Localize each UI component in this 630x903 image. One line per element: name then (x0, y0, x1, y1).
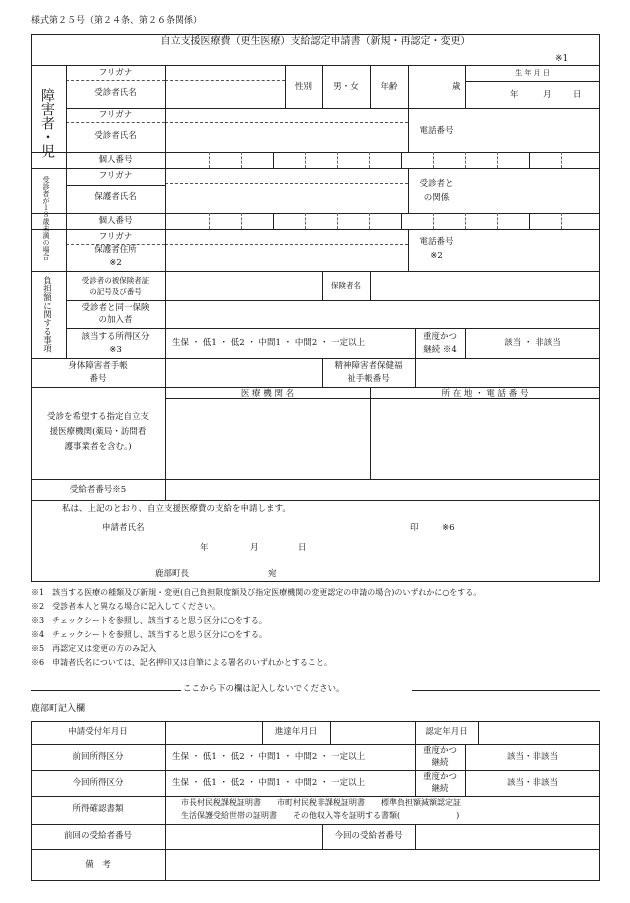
facility-name-header: 医 療 機 関 名 (240, 389, 295, 399)
relation-field[interactable] (466, 169, 599, 212)
guardian-name-label: 保護者氏名 (94, 192, 137, 202)
furigana-label: フリガナ (98, 68, 133, 78)
facility-label-2: 援医療機関(薬局・訪問看 (49, 427, 147, 437)
phone-field[interactable] (466, 109, 599, 151)
dob-year: 年 (510, 90, 519, 100)
recipient-number-field[interactable] (166, 480, 599, 499)
applicant-label: 申請者氏名 (102, 523, 145, 533)
divider-text: ここから下の欄は記入しないでください。 (183, 684, 345, 694)
guardian-furigana-label-2: フリガナ (98, 232, 133, 242)
guardian-section-label: 受診者が１８歳未満の場合 (42, 176, 50, 260)
mental-handbook-label: 精神障害者保健福 (334, 361, 403, 371)
approved-date-label: 認定年月日 (425, 727, 468, 737)
note-3: ※3 チェックシートを参照し、該当すると思う区分に○をする。 (31, 616, 267, 625)
severe-label: 重度かつ (422, 332, 457, 342)
mental-handbook-field[interactable] (416, 359, 599, 386)
insured-label: 受診者の被保険者証 (81, 276, 150, 285)
docs-line-1[interactable]: 市長村民税課税証明書 市町村民税非課税証明書 標準負担額減額認定証 (181, 798, 461, 807)
severe-label-2: 継続 ※4 (423, 345, 457, 355)
divider-left (31, 690, 181, 691)
age-unit: 歳 (452, 82, 461, 92)
dob-month: 月 (543, 90, 552, 100)
patient-name-label: 受診者氏名 (94, 88, 137, 98)
cur-income-label: 今回所得区分 (72, 778, 124, 788)
same-insurance-field[interactable] (166, 301, 599, 327)
seal-note: ※6 (442, 523, 455, 533)
dob-label: 生 年 月 日 (515, 69, 550, 77)
note-marker: ※1 (555, 54, 569, 64)
patient-name-field-2[interactable] (166, 124, 407, 151)
prev-income-label: 前回所得区分 (72, 752, 124, 762)
prev-income-options[interactable]: 生保 ・ 低1 ・ 低2 ・ 中間1 ・ 中間2 ・ 一定以上 (172, 752, 366, 762)
guardian-phone-note: ※2 (430, 251, 443, 261)
application-statement: 私は、上記のとおり、自立支援医療費の支給を申請します。 (62, 504, 291, 514)
patient-name-label-2: 受診者氏名 (94, 131, 137, 141)
patient-name-field[interactable] (166, 82, 284, 107)
guardian-furigana-label: フリガナ (98, 171, 133, 181)
guardian-phone-field[interactable] (466, 230, 599, 270)
date-year: 年 (200, 543, 209, 553)
insured-number-field[interactable] (166, 272, 321, 299)
sex-label: 性別 (294, 82, 312, 92)
facility-name-field[interactable] (166, 399, 369, 478)
relation-label-2: の関係 (423, 193, 450, 203)
prev-severe-label: 重度かつ (422, 746, 457, 756)
divider-right (412, 690, 600, 691)
docs-label: 所得確認書類 (72, 804, 124, 814)
same-insurance-label-2: の加入者 (98, 315, 133, 325)
physical-handbook-field[interactable] (166, 359, 321, 386)
sent-date-label: 進達年月日 (274, 727, 318, 737)
prev-severe-options[interactable]: 該当・非該当 (506, 752, 558, 762)
office-section-title: 鹿部町記入欄 (31, 704, 86, 714)
guardian-address-label: 保護者住所 (94, 245, 137, 255)
physical-handbook-label-2: 番号 (89, 374, 107, 384)
cur-severe-label: 重度かつ (422, 772, 457, 782)
facility-address-header: 所 在 地 ・ 電 話 番 号 (441, 389, 529, 399)
mental-handbook-label-2: 祉手帳番号 (347, 374, 390, 384)
to-label: 宛 (268, 569, 277, 579)
cur-income-options[interactable]: 生保 ・ 低1 ・ 低2 ・ 中間1 ・ 中間2 ・ 一定以上 (172, 778, 366, 788)
recipient-number-label: 受給者番号※5 (69, 485, 127, 495)
guardian-name-field[interactable] (166, 185, 407, 212)
note-2: ※2 受診者本人と異なる場合に記入してください。 (31, 602, 221, 611)
insured-label-2: の記号及び番号 (89, 287, 142, 296)
guardian-address-field[interactable] (166, 246, 407, 270)
note-4: ※4 チェックシートを参照し、該当すると思う区分に○をする。 (31, 630, 267, 639)
phone-label: 電話番号 (419, 126, 454, 136)
facility-label-3: 護事業者を含む。) (64, 442, 132, 452)
applicant-name-field[interactable] (160, 520, 400, 536)
cur-severe-options[interactable]: 該当・非該当 (506, 778, 558, 788)
dob-day: 日 (573, 90, 582, 100)
same-insurance-label: 受診者と同一保険 (81, 303, 150, 313)
form-title: 自立支援医療費（更生医療）支給認定申請書（新規・再認定・変更） (160, 36, 471, 47)
prev-severe-label-2: 継続 (431, 758, 449, 768)
facility-label: 受診を希望する指定自立支 (46, 412, 149, 422)
income-class-label: 該当する所得区分 (81, 332, 150, 342)
cur-severe-label-2: 継続 (431, 784, 449, 794)
income-class-note: ※3 (109, 345, 122, 355)
note-5: ※5 再認定又は変更の方のみ記入 (31, 644, 157, 653)
note-6: ※6 申請者氏名については、記名押印又は自筆による署名のいずれかとすること。 (31, 658, 332, 667)
guardian-phone-label: 電話番号 (419, 237, 454, 247)
insurer-field[interactable] (371, 272, 599, 299)
severe-options[interactable]: 該当 ・ 非該当 (504, 338, 561, 348)
prev-recipient-no-label: 前回の受給者番号 (63, 831, 132, 841)
guardian-individual-number-label: 個人番号 (98, 216, 133, 226)
date-month: 月 (250, 543, 259, 553)
docs-line-2[interactable]: 生活保護受給世帯の証明書 その他収入等を証明する書類( ) (181, 811, 460, 820)
patient-section-label: 障害者・児 (39, 88, 55, 158)
guardian-address-note: ※2 (109, 258, 122, 268)
facility-address-field[interactable] (371, 399, 599, 478)
furigana-label-2: フリガナ (98, 110, 133, 120)
remarks-label: 備 考 (85, 860, 111, 870)
income-class-options[interactable]: 生保 ・ 低1 ・ 低2 ・ 中間1 ・ 中間2 ・ 一定以上 (172, 338, 366, 348)
burden-section-label: 負担額に関する事項 (41, 276, 52, 353)
relation-label: 受診者と (419, 179, 454, 189)
form-number: 様式第２５号（第２４条、第２６条関係） (31, 16, 203, 26)
received-date-label: 申請受付年月日 (68, 727, 128, 737)
mayor-label: 鹿部町長 (155, 569, 190, 579)
insurer-label: 保険者名 (331, 281, 361, 290)
cur-recipient-no-label: 今回の受給者番号 (334, 831, 403, 841)
note-1: ※1 該当する医療の種類及び新規・変更(自己負担限度額及び指定医療機関の変更認定の申請の場合)のいずれかに○をする。 (31, 588, 482, 597)
sex-options[interactable]: 男・女 (333, 82, 359, 92)
physical-handbook-label: 身体障害者手帳 (68, 361, 128, 371)
age-label: 年齢 (380, 82, 398, 92)
date-day: 日 (298, 543, 307, 553)
individual-number-label: 個人番号 (98, 155, 133, 165)
seal-label: 印 (410, 523, 419, 533)
